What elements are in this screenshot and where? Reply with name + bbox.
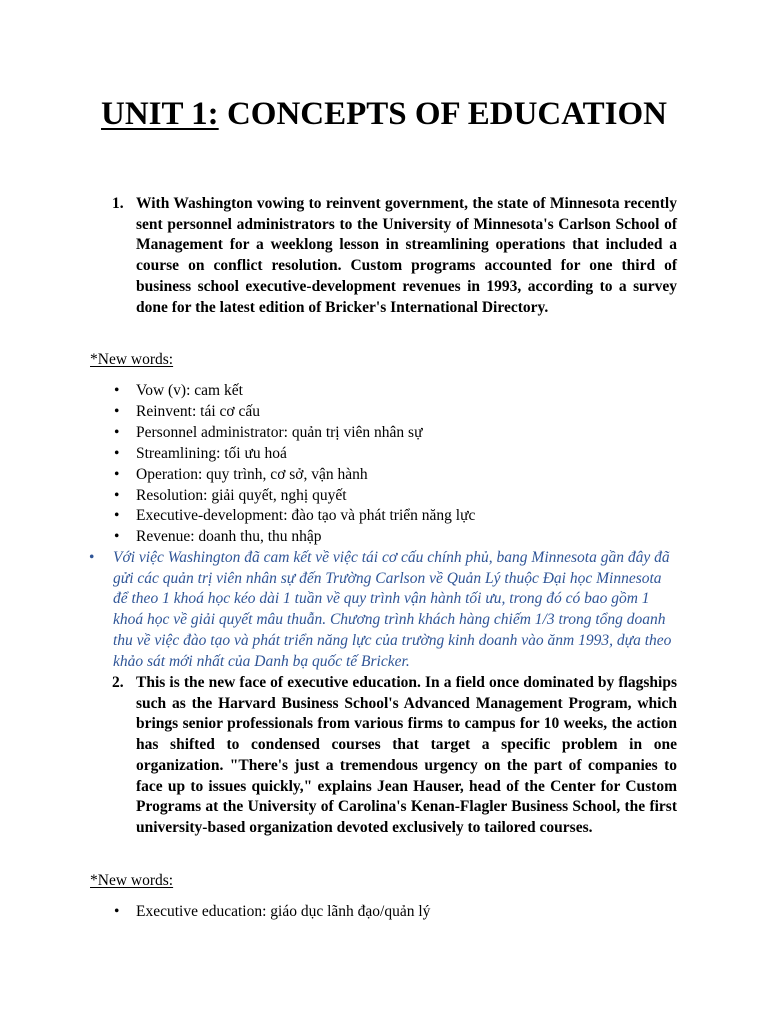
section-1-paragraph: With Washington vowing to reinvent government, the state of Minnesota recently sent personnel administrators to the University of Minnesota's Carlson School of Management for a weeklong lesson in streamlining operations that included a course on conflict resolution. Custom programs accounted for one third of business school executive-development revenues in 1993, according to a survey done for the latest edition of Bricker's International Directory. xyxy=(136,195,677,316)
list-item: • Streamlining: tối ưu hoá xyxy=(136,444,676,465)
section-1-translation: Với việc Washington đã cam kết về việc tái cơ cấu chính phủ, bang Minnesota gần đây đã gửi các quản trị viên nhân sự đến Trường Carlson về Quản Lý thuộc Đại học Minnesota để theo 1 khoá học kéo dài 1 tuần về quy trình vận hành tối ưu, trong đó có bao gồm 1 khoá học về giải quyết mâu thuẫn. Chương trình khách hàng chiếm 1/3 trong tổng doanh thu về việc đào tạo và phát triển năng lực của trường kinh doanh vào ănm 1993, dựa theo khảo sát mới nhất của Danh bạ quốc tế Bricker. xyxy=(113,549,672,670)
section-1-number: 1. xyxy=(112,195,124,212)
section-2-number: 2. xyxy=(112,674,124,691)
bullet-icon: • xyxy=(114,903,120,920)
list-item: • Executive-development: đào tạo và phát triển năng lực xyxy=(136,506,676,527)
list-item: • Executive education: giáo dục lãnh đạo/quản lý xyxy=(136,902,676,923)
title-text: CONCEPTS OF EDUCATION xyxy=(218,96,667,132)
bullet-icon: • xyxy=(114,402,120,420)
bullet-icon: • xyxy=(114,528,120,546)
section-1-word-list xyxy=(114,381,676,548)
bullet-icon: • xyxy=(114,382,120,399)
section-2-word-list xyxy=(114,902,676,923)
list-item: • Operation: quy trình, cơ sở, vận hành xyxy=(136,465,676,486)
translation-bullet-icon: • xyxy=(89,549,95,566)
page-title xyxy=(90,92,678,137)
bullet-icon: • xyxy=(114,444,120,462)
section-1-new-words-label: *New words: xyxy=(90,351,174,368)
list-item: • Personnel administrator: quản trị viên nhân sự xyxy=(136,423,676,444)
list-item: • Revenue: doanh thu, thu nhập xyxy=(136,527,676,548)
bullet-icon: • xyxy=(114,465,120,483)
bullet-icon: • xyxy=(114,486,120,504)
list-item: • Resolution: giải quyết, nghị quyết xyxy=(136,486,676,507)
list-item: • Reinvent: tái cơ cấu xyxy=(136,402,676,423)
title-unit-label: UNIT 1: xyxy=(101,96,219,132)
section-2-paragraph: This is the new face of executive education. In a field once dominated by flagships such as the Harvard Business School's Advanced Management Program, which brings senior professionals from various firms to campus for 10 weeks, the action has shifted to condensed courses that target a specific problem in one organization. "There's just a tremendous urgency on the part of companies to face up to issues quickly," explains Jean Hauser, head of the Center for Custom Programs at the University of Carolina's Kenan-Flagler Business School, the first university-based organization devoted exclusively to tailored courses. xyxy=(136,674,677,836)
list-item: • Vow (v): cam kết xyxy=(136,381,676,402)
bullet-icon: • xyxy=(114,507,120,525)
bullet-icon: • xyxy=(114,423,120,441)
section-2-new-words-label: *New words: xyxy=(90,872,174,889)
